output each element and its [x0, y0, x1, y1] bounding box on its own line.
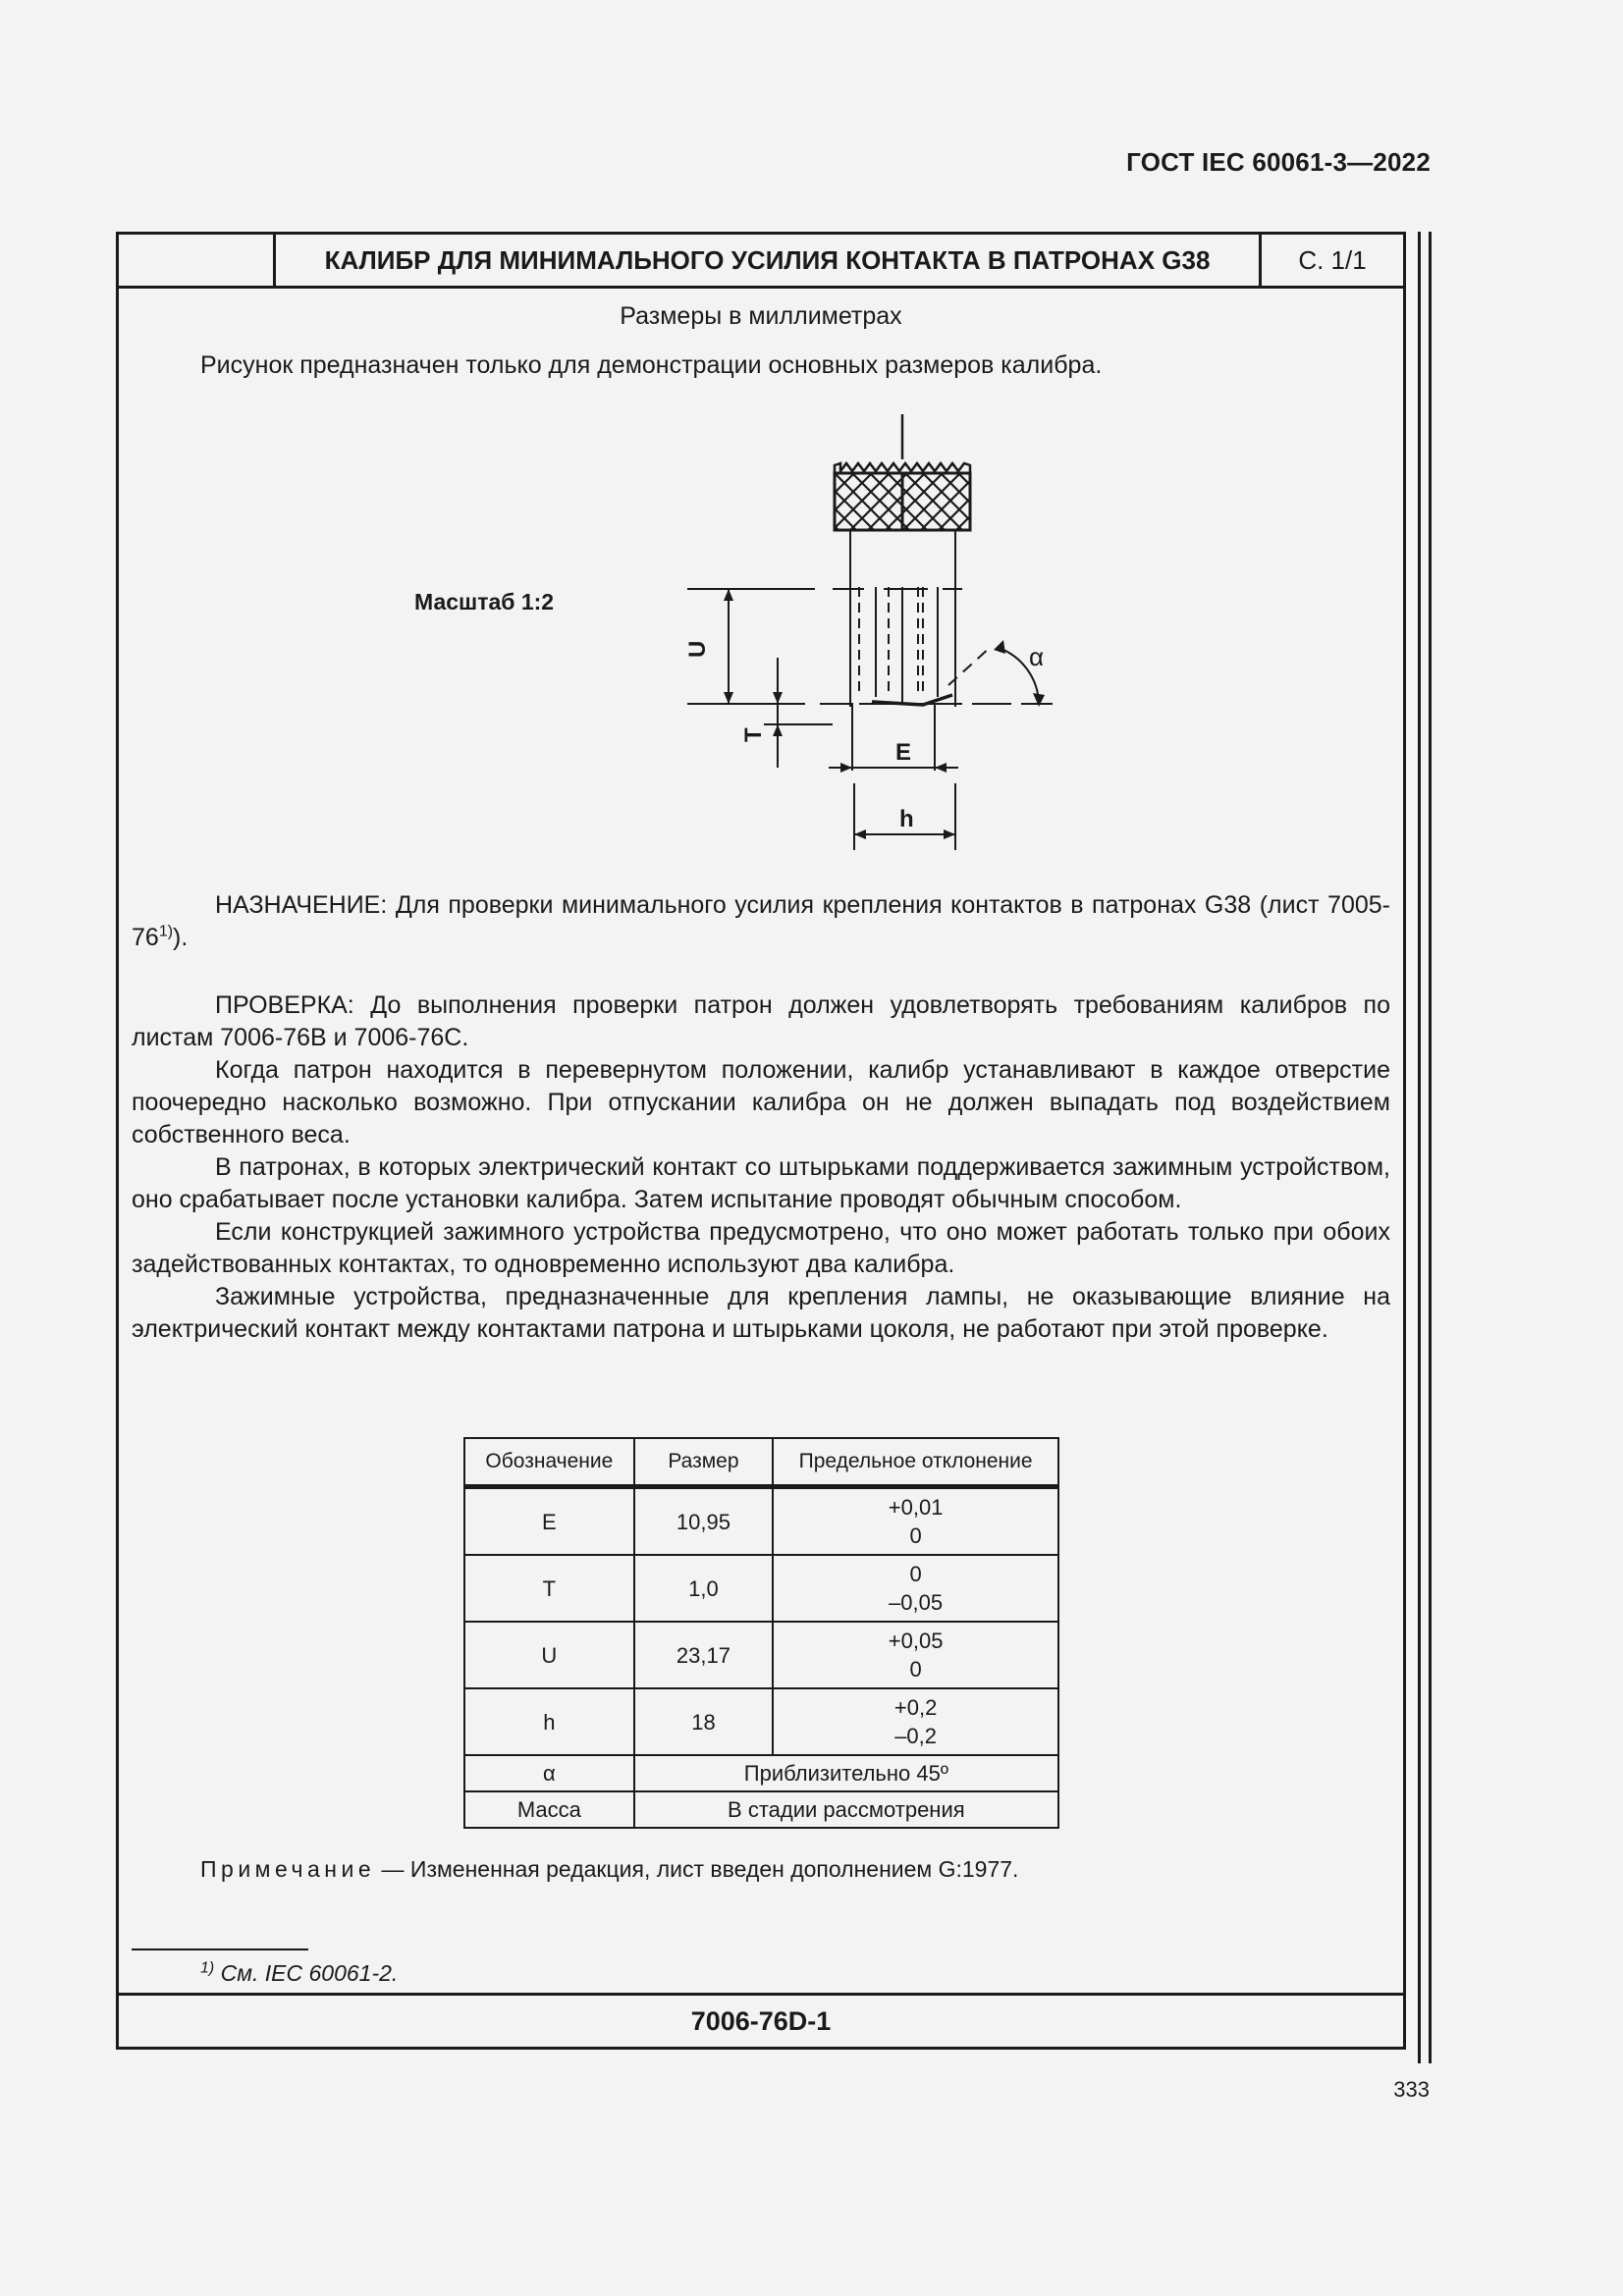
purpose-text-end: ).	[173, 924, 189, 951]
cell-tolerance	[773, 1622, 1058, 1688]
tol-upper: +0,05	[888, 1629, 944, 1653]
footnote-ref: 1)	[158, 923, 174, 940]
tol-lower: 0	[909, 1657, 922, 1682]
footnote-mark: 1)	[200, 1959, 215, 1977]
purpose-text: НАЗНАЧЕНИЕ: Для проверки минимального усилия крепления контактов в патронах G38 (лист 7005-76	[132, 891, 1390, 951]
double-rule-outer	[1418, 232, 1421, 2063]
tol-upper: +0,2	[893, 1695, 938, 1720]
table-row-mass	[464, 1791, 1058, 1828]
gauge-drawing	[668, 412, 1080, 864]
sheet-page: С. 1/1	[1298, 244, 1367, 275]
note-label: Примечание	[200, 1856, 376, 1882]
paragraph: В патронах, в которых электрический контакт со штырьками поддерживается зажимным устройством, оно срабатывает после установки калибра. Затем испытание проводят обычным способом.	[132, 1153, 1390, 1213]
table-row	[464, 1622, 1058, 1688]
cell-size: 18	[634, 1688, 774, 1755]
dimensions-table	[463, 1437, 1059, 1829]
cell-tolerance	[773, 1555, 1058, 1622]
cell-symbol: T	[464, 1555, 634, 1622]
footnote	[200, 1960, 398, 1987]
header-tolerance: Предельное отклонение	[773, 1438, 1058, 1487]
tol-upper: 0	[909, 1562, 922, 1586]
check-procedure	[132, 989, 1390, 1346]
table-row-alpha	[464, 1755, 1058, 1791]
cell-value: В стадии рассмотрения	[634, 1791, 1058, 1828]
paragraph: Зажимные устройства, предназначенные для крепления лампы, не оказывающие влияние на электрический контакт между контактами патрона и штырьками цоколя, не работают при этой проверке.	[132, 1283, 1390, 1343]
cell-size: 23,17	[634, 1622, 774, 1688]
standard-number: ГОСТ IEC 60061-3—2022	[1126, 147, 1431, 177]
header-size: Размер	[634, 1438, 774, 1487]
cell-symbol: Масса	[464, 1791, 634, 1828]
cell-symbol: E	[464, 1487, 634, 1556]
cell-symbol: U	[464, 1622, 634, 1688]
sheet-title: КАЛИБР ДЛЯ МИНИМАЛЬНОГО УСИЛИЯ КОНТАКТА В ПАТРОНАХ G38	[276, 235, 1262, 286]
cell-symbol: α	[464, 1755, 634, 1791]
tol-lower: –0,2	[894, 1724, 938, 1748]
purpose-paragraph	[132, 889, 1390, 954]
page-number: 333	[1393, 2077, 1430, 2102]
note	[200, 1856, 1018, 1883]
label-alpha: α	[1029, 642, 1045, 671]
cell-tolerance	[773, 1487, 1058, 1556]
header-designation: Обозначение	[464, 1438, 634, 1487]
paragraph: ПРОВЕРКА: До выполнения проверки патрон должен удовлетворять требованиям калибров по листам 7006-76В и 7006-76С.	[132, 991, 1390, 1051]
note-text: — Измененная редакция, лист введен дополнением G:1977.	[375, 1856, 1019, 1882]
label-T: T	[740, 727, 767, 742]
table-row	[464, 1688, 1058, 1755]
double-rule-inner	[1429, 232, 1432, 2063]
table-row	[464, 1555, 1058, 1622]
paragraph: Если конструкцией зажимного устройства предусмотрено, что оно может работать только при обоих задействованных контактах, то одновременно используют два калибра.	[132, 1218, 1390, 1278]
cell-size: 1,0	[634, 1555, 774, 1622]
title-bar-blank-cell	[119, 235, 276, 286]
footnote-rule	[132, 1949, 308, 1950]
cell-value: Приблизительно 45º	[634, 1755, 1058, 1791]
sheet-code: 7006-76D-1	[690, 2005, 832, 2036]
table-header-row	[464, 1438, 1058, 1487]
cell-symbol: h	[464, 1688, 634, 1755]
paragraph: Когда патрон находится в перевернутом положении, калибр устанавливают в каждое отверстие поочередно насколько возможно. При отпускании калибра он не должен выпадать под воздействием собственного веса.	[132, 1056, 1390, 1148]
label-U: U	[684, 640, 711, 658]
label-E: E	[895, 739, 912, 766]
cell-tolerance	[773, 1688, 1058, 1755]
figure-note: Рисунок предназначен только для демонстрации основных размеров калибра.	[200, 351, 1103, 379]
tol-lower: 0	[909, 1523, 922, 1548]
scale-label: Масштаб 1:2	[414, 589, 555, 614]
title-bar	[119, 235, 1403, 289]
footnote-text: См. IEC 60061-2.	[214, 1960, 399, 1986]
label-h: h	[899, 806, 914, 832]
tol-lower: –0,05	[889, 1590, 944, 1615]
cell-size: 10,95	[634, 1487, 774, 1556]
table-row	[464, 1487, 1058, 1556]
dimensions-note: Размеры в миллиметрах	[620, 302, 902, 330]
sheet-footer	[119, 1993, 1403, 2047]
tol-upper: +0,01	[888, 1495, 944, 1520]
